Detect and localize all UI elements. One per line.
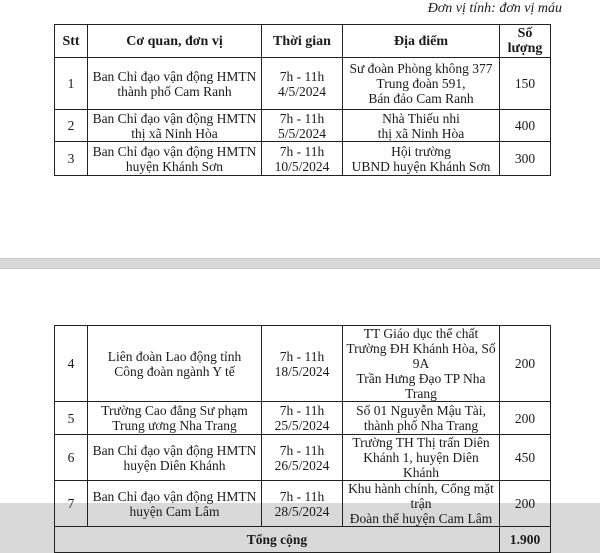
row-location: Khu hành chính, Cổng mặt trận Đoàn thể huyện Cam Lâm (343, 481, 500, 527)
row-quantity: 200 (500, 326, 551, 402)
row-time: 7h - 11h 18/5/2024 (262, 326, 343, 402)
row-organization: Liên đoàn Lao động tỉnh Công đoàn ngành Y tế (88, 326, 262, 402)
header-org: Cơ quan, đơn vị (88, 25, 262, 58)
row-organization: Ban Chỉ đạo vận động HMTN huyện Diên Khánh (88, 435, 262, 481)
table-row (55, 435, 551, 481)
table-row (55, 110, 551, 142)
row-location: TT Giáo dục thể chất Trường ĐH Khánh Hòa, Số 9A Trần Hưng Đạo TP Nha Trang (343, 326, 500, 402)
row-time: 7h - 11h 5/5/2024 (262, 110, 343, 142)
row-organization: Ban Chỉ đạo vận động HMTN huyện Khánh Sơn (88, 142, 262, 176)
row-quantity: 300 (500, 142, 551, 176)
row-time: 7h - 11h 26/5/2024 (262, 435, 343, 481)
row-quantity: 150 (500, 58, 551, 110)
row-stt: 2 (55, 110, 88, 142)
row-location: Hội trường UBND huyện Khánh Sơn (343, 142, 500, 176)
table-row (55, 481, 551, 527)
row-time: 7h - 11h 10/5/2024 (262, 142, 343, 176)
total-row (55, 527, 551, 553)
total-quantity: 1.900 (500, 527, 551, 553)
unit-note: Đơn vị tính: đơn vị máu (427, 1, 562, 16)
header-qty: Số lượng (500, 25, 551, 58)
row-quantity: 450 (500, 435, 551, 481)
row-location: Sư đoàn Phòng không 377 Trung đoàn 591, Bán đảo Cam Ranh (343, 58, 500, 110)
table-row (55, 142, 551, 176)
table-row (55, 326, 551, 402)
schedule-table-part-1 (54, 24, 551, 176)
row-location: Số 01 Nguyễn Mậu Tài, thành phố Nha Trang (343, 402, 500, 435)
header-place: Địa điểm (343, 25, 500, 58)
row-quantity: 400 (500, 110, 551, 142)
table-header-row (55, 25, 551, 58)
header-stt: Stt (55, 25, 88, 58)
row-time: 7h - 11h 4/5/2024 (262, 58, 343, 110)
total-label: Tổng cộng (55, 527, 500, 553)
row-time: 7h - 11h 25/5/2024 (262, 402, 343, 435)
document-page-2 (0, 268, 600, 547)
table-row (55, 58, 551, 110)
row-quantity: 200 (500, 402, 551, 435)
row-stt: 7 (55, 481, 88, 527)
schedule-table-part-2 (54, 325, 551, 553)
row-location: Nhà Thiếu nhi thị xã Ninh Hòa (343, 110, 500, 142)
row-time: 7h - 11h 28/5/2024 (262, 481, 343, 527)
row-stt: 5 (55, 402, 88, 435)
row-stt: 4 (55, 326, 88, 402)
header-time: Thời gian (262, 25, 343, 58)
row-stt: 6 (55, 435, 88, 481)
row-organization: Ban Chỉ đạo vận động HMTN huyện Cam Lâm (88, 481, 262, 527)
row-organization: Ban Chỉ đạo vận động HMTN thị xã Ninh Hòa (88, 110, 262, 142)
row-organization: Ban Chỉ đạo vận động HMTN thành phố Cam Ranh (88, 58, 262, 110)
row-quantity: 200 (500, 481, 551, 527)
row-organization: Trường Cao đẳng Sư phạm Trung ương Nha Trang (88, 402, 262, 435)
row-stt: 3 (55, 142, 88, 176)
row-location: Trường TH Thị trấn Diên Khánh 1, huyện Diên Khánh (343, 435, 500, 481)
row-stt: 1 (55, 58, 88, 110)
table-row (55, 402, 551, 435)
document-page-1 (0, 0, 600, 259)
